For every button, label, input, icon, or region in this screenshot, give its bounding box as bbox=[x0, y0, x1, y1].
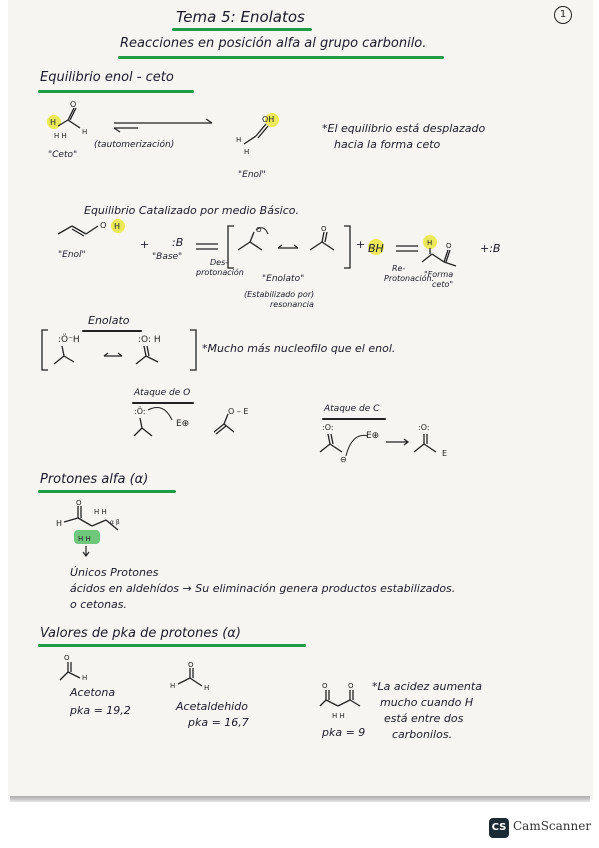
heading-base-catalysis: Equilibrio Catalizado por medio Básico. bbox=[84, 204, 299, 217]
svg-text:H: H bbox=[50, 118, 57, 127]
svg-text:H H: H H bbox=[78, 535, 91, 543]
svg-text:α β: α β bbox=[110, 519, 120, 526]
attack-o-diagram bbox=[130, 402, 270, 442]
subtitle-underline bbox=[118, 56, 444, 59]
heading-enol-keto: Equilibrio enol - ceto bbox=[40, 70, 174, 85]
pka-note-line4: carbonilos. bbox=[392, 728, 453, 741]
svg-text:H: H bbox=[82, 128, 88, 136]
title-underline bbox=[172, 28, 312, 31]
pka-note-line2: mucho cuando H bbox=[380, 696, 474, 709]
svg-text:O – E: O – E bbox=[228, 407, 249, 416]
heading-underline-3 bbox=[38, 644, 306, 647]
alpha-proton-diagram bbox=[52, 500, 142, 562]
reprotonation-label-2: Protonación. bbox=[384, 274, 435, 283]
camscanner-logo: CS bbox=[489, 818, 509, 838]
resonance-label-2: resonancia bbox=[270, 300, 314, 309]
svg-text:E⊕: E⊕ bbox=[176, 419, 190, 429]
svg-text:H H: H H bbox=[332, 712, 345, 720]
equilibrium-note-line1: *El equilibrio está desplazado bbox=[322, 122, 486, 135]
svg-text:O: O bbox=[348, 682, 354, 690]
keto-form-label-2: ceto" bbox=[432, 280, 454, 289]
enol-molecule-diagram bbox=[234, 110, 294, 160]
svg-text:O: O bbox=[321, 225, 327, 233]
equilibrium-arrows bbox=[108, 118, 218, 134]
pka-note-line3: está entre dos bbox=[384, 712, 464, 725]
attack-c-diagram bbox=[316, 420, 476, 464]
heading-enolate: Enolato bbox=[88, 314, 130, 327]
conjugate-acid: BH bbox=[368, 242, 384, 255]
svg-text:⊖: ⊖ bbox=[340, 455, 347, 464]
svg-text:H: H bbox=[427, 239, 433, 247]
enolate-label: "Enolato" bbox=[262, 274, 305, 284]
acetaldehyde-diagram bbox=[168, 662, 228, 694]
svg-text:H: H bbox=[56, 519, 63, 528]
svg-text:H H: H H bbox=[94, 508, 107, 516]
page-number: 1 bbox=[554, 6, 572, 24]
svg-text::O:: :O: bbox=[418, 423, 430, 432]
svg-text:H: H bbox=[114, 222, 121, 231]
diketone-diagram bbox=[318, 680, 378, 726]
svg-text::Ö:: :Ö: bbox=[134, 407, 146, 416]
reprotonation-label-1: Re- bbox=[392, 264, 406, 273]
pka-note-line1: *La acidez aumenta bbox=[372, 680, 482, 693]
tautomerization-label: (tautomerización) bbox=[94, 140, 175, 150]
svg-text:H: H bbox=[236, 136, 242, 144]
svg-text:H: H bbox=[204, 684, 210, 692]
acetaldehyde-pka: pka = 16,7 bbox=[188, 716, 249, 729]
page-subtitle: Reacciones en posición alfa al grupo carbonilo. bbox=[120, 36, 427, 51]
plus-sign-2: + bbox=[356, 238, 366, 251]
equilibrium-arrows-3 bbox=[394, 242, 420, 256]
base-label: "Base" bbox=[152, 252, 183, 262]
svg-text:O: O bbox=[100, 221, 107, 230]
svg-text:H: H bbox=[82, 674, 88, 682]
svg-text:O: O bbox=[70, 100, 77, 109]
enol-with-h-diagram bbox=[52, 214, 142, 250]
base-regenerated: +:B bbox=[480, 242, 501, 255]
resonance-label-1: (Estabilizado por) bbox=[244, 290, 315, 299]
svg-text:O: O bbox=[446, 242, 452, 250]
plus-sign: + bbox=[140, 238, 150, 251]
diketone-pka: pka = 9 bbox=[322, 726, 366, 739]
heading-underline bbox=[38, 90, 194, 93]
svg-text:O: O bbox=[64, 654, 70, 662]
svg-text:E⊕: E⊕ bbox=[366, 431, 380, 441]
svg-text::O:: :O: bbox=[322, 423, 334, 432]
keto-form-label-1: "Forma bbox=[424, 270, 454, 279]
equilibrium-arrows-2 bbox=[194, 240, 220, 254]
svg-text:E: E bbox=[442, 449, 448, 458]
base-symbol: :B bbox=[172, 236, 184, 249]
deprotonation-label-2: protonación bbox=[196, 268, 244, 277]
heading-pka: Valores de pka de protones (α) bbox=[40, 626, 241, 641]
page-title: Tema 5: Enolatos bbox=[176, 8, 305, 26]
svg-text:H: H bbox=[244, 148, 250, 156]
acetaldehyde-name: Acetaldehido bbox=[176, 700, 248, 713]
enolate-note: *Mucho más nucleofilo que el enol. bbox=[202, 342, 396, 355]
svg-text:O: O bbox=[256, 226, 262, 234]
acetone-name: Acetona bbox=[70, 686, 116, 699]
keto-form-diagram bbox=[418, 232, 478, 268]
deprotonation-label-1: Des- bbox=[210, 258, 229, 267]
svg-text:O: O bbox=[322, 682, 328, 690]
svg-text:O: O bbox=[188, 661, 194, 669]
enolate-resonance-diagram bbox=[40, 326, 200, 374]
acetone-diagram bbox=[58, 652, 108, 682]
alpha-text-line1: Únicos Protones bbox=[70, 566, 159, 579]
acetone-pka: pka = 19,2 bbox=[70, 704, 131, 717]
svg-text:H: H bbox=[170, 682, 176, 690]
enolate-resonance-bracket bbox=[226, 222, 352, 272]
enol-label-2: "Enol" bbox=[58, 250, 86, 260]
enol-label: "Enol" bbox=[238, 170, 266, 180]
heading-alpha-protons: Protones alfa (α) bbox=[40, 472, 149, 487]
keto-label: "Ceto" bbox=[48, 150, 78, 160]
svg-text::Ö⁻H: :Ö⁻H bbox=[58, 335, 80, 345]
alpha-text-line2: ácidos en aldehídos → Su eliminación genera productos estabilizados. bbox=[70, 582, 456, 595]
heading-underline-2 bbox=[38, 490, 176, 493]
svg-text:OH: OH bbox=[262, 115, 275, 124]
page-edge-shadow bbox=[10, 796, 590, 802]
svg-text::O: H: :O: H bbox=[138, 335, 161, 345]
svg-text:O: O bbox=[76, 499, 82, 507]
attack-c-label: Ataque de C bbox=[324, 404, 380, 414]
equilibrium-note-line2: hacia la forma ceto bbox=[334, 138, 441, 151]
camscanner-name: CamScanner bbox=[513, 819, 592, 833]
attack-o-label: Ataque de O bbox=[134, 388, 191, 398]
svg-text:H H: H H bbox=[54, 132, 67, 140]
alpha-text-line3: o cetonas. bbox=[70, 598, 128, 611]
